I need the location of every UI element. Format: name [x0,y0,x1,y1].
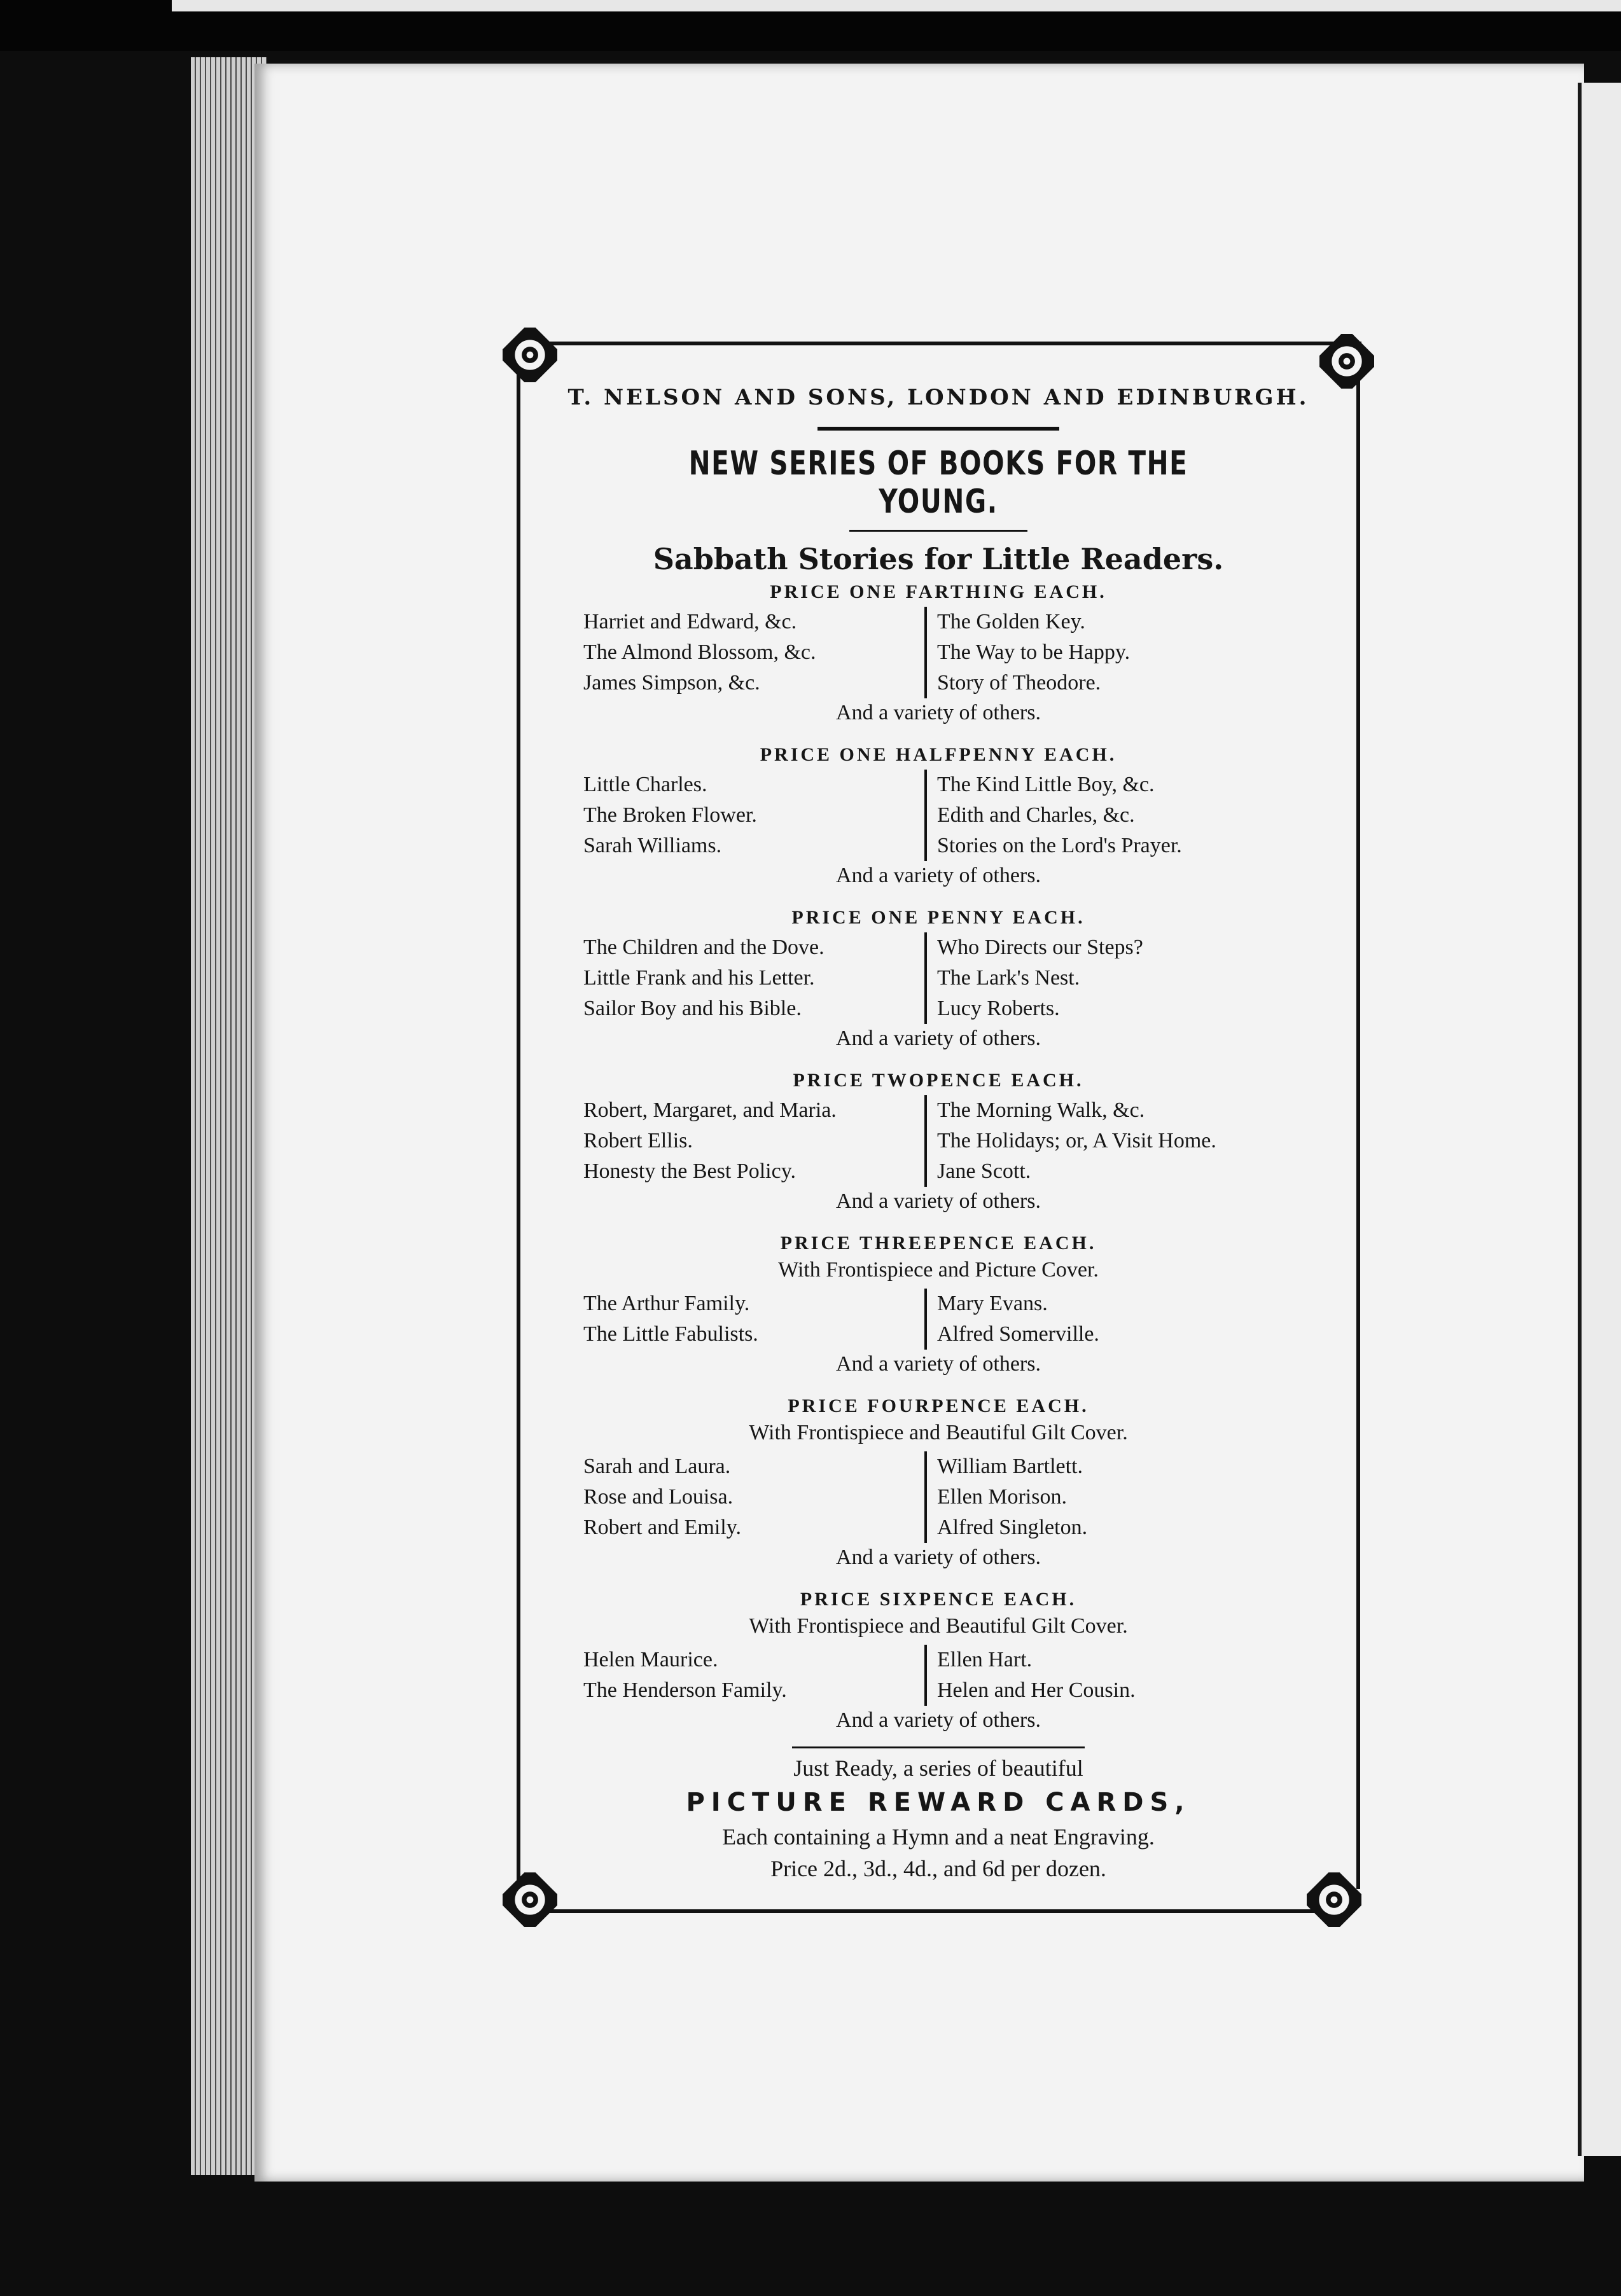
book-title-column-right [924,1289,1293,1350]
variety-note: And a variety of others. [836,864,1041,887]
price-heading: PRICE ONE PENNY EACH. [791,907,1085,928]
book-title: Jane Scott. [937,1159,1031,1183]
scan-edge-strip [172,0,1621,11]
price-heading: PRICE ONE HALFPENNY EACH. [760,744,1117,765]
price-section [547,581,1330,725]
book-title: Sarah Williams. [583,834,722,857]
book-title: The Henderson Family. [583,1678,787,1702]
book-title-column-right [924,1095,1293,1187]
book-title-column-left [583,1451,924,1543]
just-ready-line: Just Ready, a series of beautiful [793,1755,1083,1781]
book-title: The Children and the Dove. [583,936,824,959]
series-title: NEW SERIES OF BOOKS FOR THE YOUNG. [688,445,1188,521]
book-title: The Little Fabulists. [583,1322,758,1346]
book-title-column-left [583,932,924,1024]
cards-description: Each containing a Hymn and a neat Engraving. [722,1824,1155,1850]
divider-rule [792,1746,1085,1748]
price-section [547,1233,1330,1376]
book-title: The Golden Key. [937,610,1085,633]
cards-prices: Price 2d., 3d., 4d., and 6d per dozen. [770,1856,1106,1881]
facing-page-edge [1578,83,1621,2156]
frame-rule-right [1356,366,1360,1889]
book-title-columns [547,770,1330,861]
book-title-column-right [924,607,1293,698]
book-title: Robert Ellis. [583,1129,693,1152]
sub-title: Sabbath Stories for Little Readers. [653,542,1224,576]
variety-note: And a variety of others. [836,1708,1041,1732]
variety-note: And a variety of others. [836,1546,1041,1569]
variety-note: And a variety of others. [836,1027,1041,1050]
picture-reward-cards-title: PICTURE REWARD CARDS, [686,1788,1191,1817]
book-title: Stories on the Lord's Prayer. [937,834,1182,857]
book-title-column-right [924,932,1293,1024]
book-title: Alfred Singleton. [937,1516,1088,1539]
book-title: William Bartlett. [937,1455,1083,1478]
book-title: Edith and Charles, &c. [937,803,1135,827]
frame-rule-top [541,342,1361,345]
price-section [547,744,1330,888]
book-title-column-right [924,770,1293,861]
book-title: Helen and Her Cousin. [937,1678,1136,1702]
book-title: James Simpson, &c. [583,671,760,695]
variety-note: And a variety of others. [836,1352,1041,1376]
book-title-columns [547,1645,1330,1706]
book-title-columns [547,1451,1330,1543]
book-title: Mary Evans. [937,1292,1048,1315]
book-title: Alfred Somerville. [937,1322,1099,1346]
book-title: Little Frank and his Letter. [583,966,815,990]
book-title: Sailor Boy and his Bible. [583,997,802,1020]
variety-note: And a variety of others. [836,701,1041,724]
book-title-columns [547,1095,1330,1187]
section-note: With Frontispiece and Beautiful Gilt Cover. [749,1614,1128,1638]
book-title-column-left [583,1095,924,1187]
book-title-columns [547,607,1330,698]
book-title: The Morning Walk, &c. [937,1098,1145,1122]
book-title: The Kind Little Boy, &c. [937,773,1155,796]
divider-rule [817,427,1059,431]
book-title: Honesty the Best Policy. [583,1159,796,1183]
scan-background-top [0,0,1621,51]
book-title: Little Charles. [583,773,707,796]
advertisement-content [547,372,1330,1881]
book-title-columns [547,932,1330,1024]
book-title: Robert and Emily. [583,1516,742,1539]
book-title-columns [547,1289,1330,1350]
book-title: The Lark's Nest. [937,966,1080,990]
book-title: Robert, Margaret, and Maria. [583,1098,837,1122]
variety-note: And a variety of others. [836,1189,1041,1213]
book-title: Ellen Morison. [937,1485,1067,1509]
publisher-line: T. NELSON AND SONS, LONDON AND EDINBURGH. [567,385,1309,410]
book-title-column-left [583,770,924,861]
book-title-column-right [924,1451,1293,1543]
book-title: Who Directs our Steps? [937,936,1143,959]
price-heading: PRICE FOURPENCE EACH. [788,1395,1089,1416]
price-heading: PRICE ONE FARTHING EACH. [770,581,1107,602]
book-title: Lucy Roberts. [937,997,1060,1020]
book-title: The Holidays; or, A Visit Home. [937,1129,1216,1152]
book-title: Rose and Louisa. [583,1485,734,1509]
book-title: Helen Maurice. [583,1648,718,1671]
book-title: The Almond Blossom, &c. [583,640,816,664]
frame-rule-bottom [541,1909,1336,1913]
price-section [547,1589,1330,1732]
book-title: Harriet and Edward, &c. [583,610,797,633]
book-title-column-right [924,1645,1293,1706]
price-heading: PRICE SIXPENCE EACH. [800,1589,1077,1610]
section-note: With Frontispiece and Beautiful Gilt Cover. [749,1421,1128,1444]
price-sections [547,581,1330,1732]
book-title: The Broken Flower. [583,803,757,827]
price-section [547,1395,1330,1570]
price-section [547,1070,1330,1214]
book-title-column-left [583,1289,924,1350]
advertisement-frame [503,328,1374,1927]
price-section [547,907,1330,1051]
book-title: Sarah and Laura. [583,1455,731,1478]
book-title: The Arthur Family. [583,1292,750,1315]
frame-rule-left [517,366,520,1889]
price-heading: PRICE TWOPENCE EACH. [793,1070,1084,1091]
section-note: With Frontispiece and Picture Cover. [778,1258,1099,1282]
divider-rule [849,530,1027,532]
book-title-column-left [583,1645,924,1706]
book-title-column-left [583,607,924,698]
price-heading: PRICE THREEPENCE EACH. [780,1233,1097,1254]
book-title: The Way to be Happy. [937,640,1131,664]
book-title: Ellen Hart. [937,1648,1033,1671]
book-title: Story of Theodore. [937,671,1101,695]
